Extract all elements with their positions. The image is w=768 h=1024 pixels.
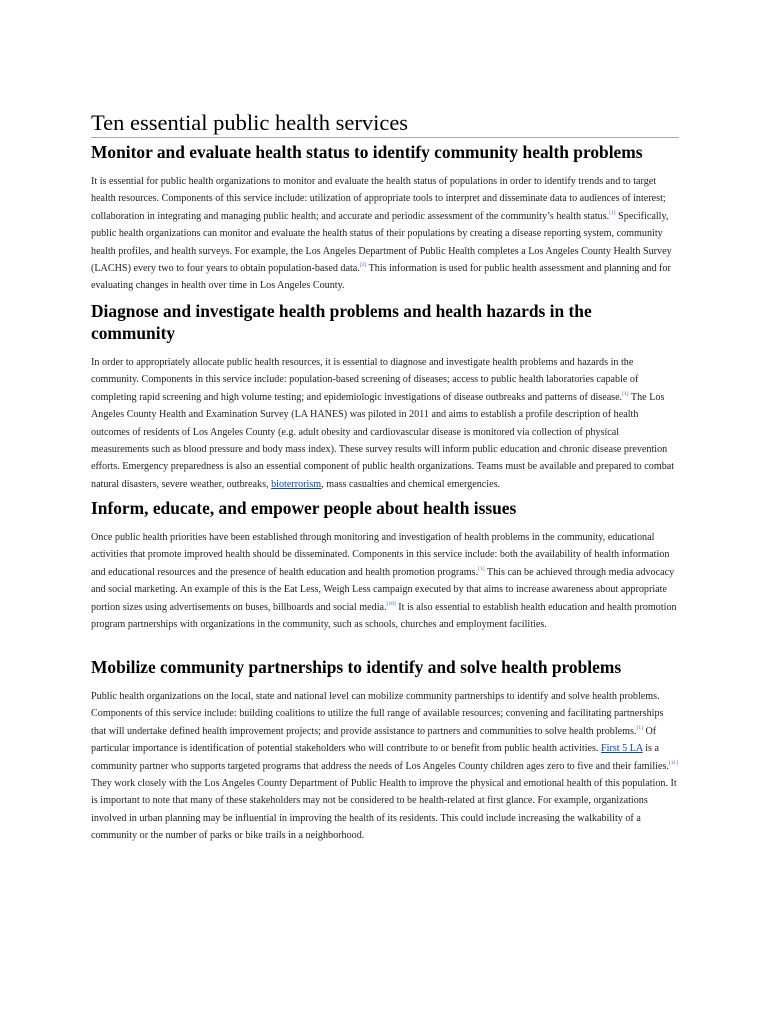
section-heading: Diagnose and investigate health problems and health hazards in the community: [91, 301, 592, 343]
section-diagnose: [91, 300, 679, 493]
text-run: is a community partner who supports targeted programs that address the needs of Los Angeles County children ages zero to five and their families.: [91, 743, 669, 772]
text-run: This can be achieved through media advocacy and social marketing. An example of this is the Eat Less, Weigh Less campaign executed by that aims to increase awareness about appropriate portion sizes using advertisements on buses, billboards and social media.: [91, 566, 675, 613]
text-run: , mass casualties and chemical emergencies.: [321, 478, 501, 490]
citation-ref[interactable]: [1]: [478, 565, 485, 572]
text-run: Once public health priorities have been established through monitoring and investigation of health problems in the community, educational activities that promote improved health should be disseminated. Components in this service include: both the availability of health information and educational resources and the presence of health education and health promotion programs.: [91, 532, 670, 578]
text-run: In order to appropriately allocate public health resources, it is essential to diagnose and investigate health problems and hazards in the community. Components in this service include: population-based screening of diseases; access to public health laboratories capable of completing rapid screening and high volume testing; and epidemiologic investigations of disease outbreaks and patterns of disease.: [91, 357, 639, 403]
citation-ref[interactable]: [10]: [386, 600, 396, 607]
section-heading: Mobilize community partnerships to identify and solve health problems: [91, 657, 622, 677]
first-5-la-link[interactable]: First 5 LA: [601, 743, 643, 755]
text-run: Of particular importance is identification of potential stakeholders who will contribute to or benefit from public health activities.: [91, 725, 657, 755]
citation-ref[interactable]: [1]: [636, 724, 643, 731]
section-heading: Inform, educate, and empower people about health issues: [91, 498, 517, 518]
section-paragraph: [91, 173, 679, 295]
section-paragraph: [91, 354, 679, 493]
text-run: Specifically, public health organizations can monitor and evaluate the health status of their populations by creating a disease reporting system, community health profiles, and health surveys. For example, the Los Angeles Department of Public Health completes a Los Angeles County Health Survey (LACHS) every two to four years to obtain population-based data.: [91, 210, 672, 275]
citation-ref[interactable]: [1]: [609, 209, 616, 216]
text-run: They work closely with the Los Angeles County Department of Public Health to improve the physical and emotional health of this population. It is important to note that many of these stakeholders may not be considered to be health-related at first glance. For example, organizations involved in urban planning may be influential in improving the health of its residents. This could include increasing the walkability of a community or the number of parks or bike trails in a neighborhood.: [91, 778, 677, 842]
citation-ref[interactable]: [2]: [359, 262, 367, 269]
section-paragraph: [91, 529, 679, 633]
text-run: Public health organizations on the local, state and national level can mobilize community partnerships to identify and solve health problems. Components of this service include: building coalitions to utilize the full range of available resources; convening and facilitating partnerships that will undertake defined health improvement projects; and provide assistance to partners and communities to solve health problems.: [91, 691, 664, 737]
text-run: It is also essential to establish health education and health promotion program partnerships with organizations in the community, such as schools, churches and employment facilities.: [91, 601, 677, 631]
citation-ref[interactable]: [1]: [622, 390, 629, 397]
page-title: Ten essential public health services: [91, 110, 679, 138]
text-run: The Los Angeles County Health and Examination Survey (LA HANES) was piloted in 2011 and aims to establish a profile description of health outcomes of residents of Los Angeles County (e.g. adult obesity and cardiovascular disease is monitored via collection of physical measurements such as blood pressure and body mass index). These survey results will inform public education and chronic disease prevention efforts. Emergency preparedness is also an essential component of public health organizations. Teams must be available and prepared to combat natural disasters, severe weather, outbreaks,: [91, 391, 675, 490]
section-inform: [91, 497, 679, 633]
section-monitor: [91, 141, 679, 295]
section-mobilize: [91, 656, 679, 845]
section-heading: Monitor and evaluate health status to identify community health problems: [91, 142, 643, 162]
text-run: It is essential for public health organizations to monitor and evaluate the health status of populations in order to identify trends and to target health resources. Components of this service include: utilization of appropriate tools to interpret and disseminate data to audiences of interest; collaboration in integrating and managing public health; and accurate and periodic assessment of the community’s health status.: [91, 176, 666, 222]
bioterrorism-link[interactable]: bioterrorism: [271, 478, 322, 490]
text-run: This information is used for public health assessment and planning and for evaluating changes in health over time in Los Angeles County.: [91, 263, 671, 292]
citation-ref[interactable]: [11]: [668, 759, 678, 766]
section-paragraph: [91, 688, 679, 845]
